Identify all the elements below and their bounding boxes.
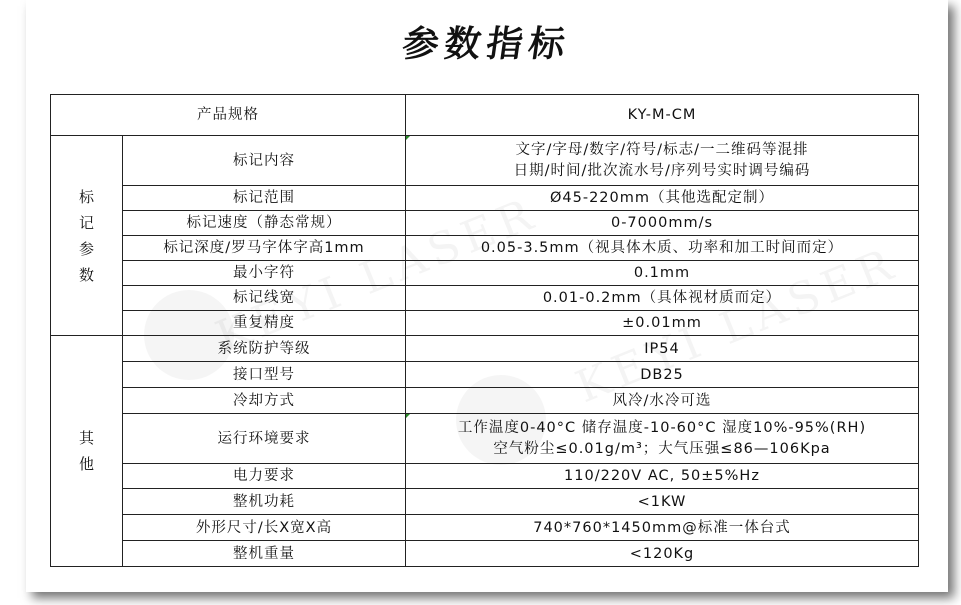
row-label: 最小字符: [123, 261, 406, 286]
row-label: 冷却方式: [123, 388, 406, 414]
row-value: 0.01-0.2mm（具体视材质而定）: [406, 286, 919, 311]
row-label: 系统防护等级: [123, 336, 406, 362]
group-name-other: 其 他: [51, 336, 123, 567]
row-value: 740*760*1450mm@标准一体台式: [406, 515, 919, 541]
row-label: 标记速度（静态常规）: [123, 211, 406, 236]
table-row: [51, 186, 919, 211]
table-row: [51, 286, 919, 311]
row-label: 标记线宽: [123, 286, 406, 311]
table-row: [51, 362, 919, 388]
row-label: 整机重量: [123, 541, 406, 567]
table-row: [51, 414, 919, 464]
row-label: 标记内容: [123, 136, 406, 186]
row-value: 0.1mm: [406, 261, 919, 286]
row-label: 重复精度: [123, 311, 406, 336]
group-name-marking: 标 记 参 数: [51, 136, 123, 336]
row-label: 标记范围: [123, 186, 406, 211]
page-title: 参数指标: [399, 23, 574, 65]
table-row: [51, 489, 919, 515]
table-row: [51, 541, 919, 567]
row-label: 外形尺寸/长X宽X高: [123, 515, 406, 541]
row-label: 电力要求: [123, 464, 406, 489]
header-label: 产品规格: [51, 95, 406, 136]
row-value: <120Kg: [406, 541, 919, 567]
table-row: [51, 211, 919, 236]
row-value: 风冷/水冷可选: [406, 388, 919, 414]
row-value: DB25: [406, 362, 919, 388]
row-value: 0-7000mm/s: [406, 211, 919, 236]
row-value: ±0.01mm: [406, 311, 919, 336]
row-value: 110/220V AC, 50±5%Hz: [406, 464, 919, 489]
spec-table: [50, 94, 919, 567]
row-value: 0.05-3.5mm（视具体木质、功率和加工时间而定）: [406, 236, 919, 261]
header-value: KY-M-CM: [406, 95, 919, 136]
table-row: [51, 515, 919, 541]
row-label: 运行环境要求: [123, 414, 406, 464]
row-value: 工作温度0-40°C 储存温度-10-60°C 湿度10%-95%(RH) 空气粉尘≤0.01g/m³；大气压强≤86—106Kpa: [406, 414, 919, 464]
row-value: Ø45-220mm（其他选配定制）: [406, 186, 919, 211]
table-row: [51, 95, 919, 136]
row-label: 整机功耗: [123, 489, 406, 515]
table-row: [51, 336, 919, 362]
table-row: [51, 261, 919, 286]
row-value: IP54: [406, 336, 919, 362]
row-value: <1KW: [406, 489, 919, 515]
table-row: [51, 136, 919, 186]
row-value: 文字/字母/数字/符号/标志/一二维码等混排 日期/时间/批次流水号/序列号实时调号编码: [406, 136, 919, 186]
table-row: [51, 464, 919, 489]
table-row: [51, 311, 919, 336]
table-row: [51, 236, 919, 261]
spec-sheet: [26, 0, 948, 592]
row-label: 标记深度/罗马字体字高1mm: [123, 236, 406, 261]
row-label: 接口型号: [123, 362, 406, 388]
table-row: [51, 388, 919, 414]
